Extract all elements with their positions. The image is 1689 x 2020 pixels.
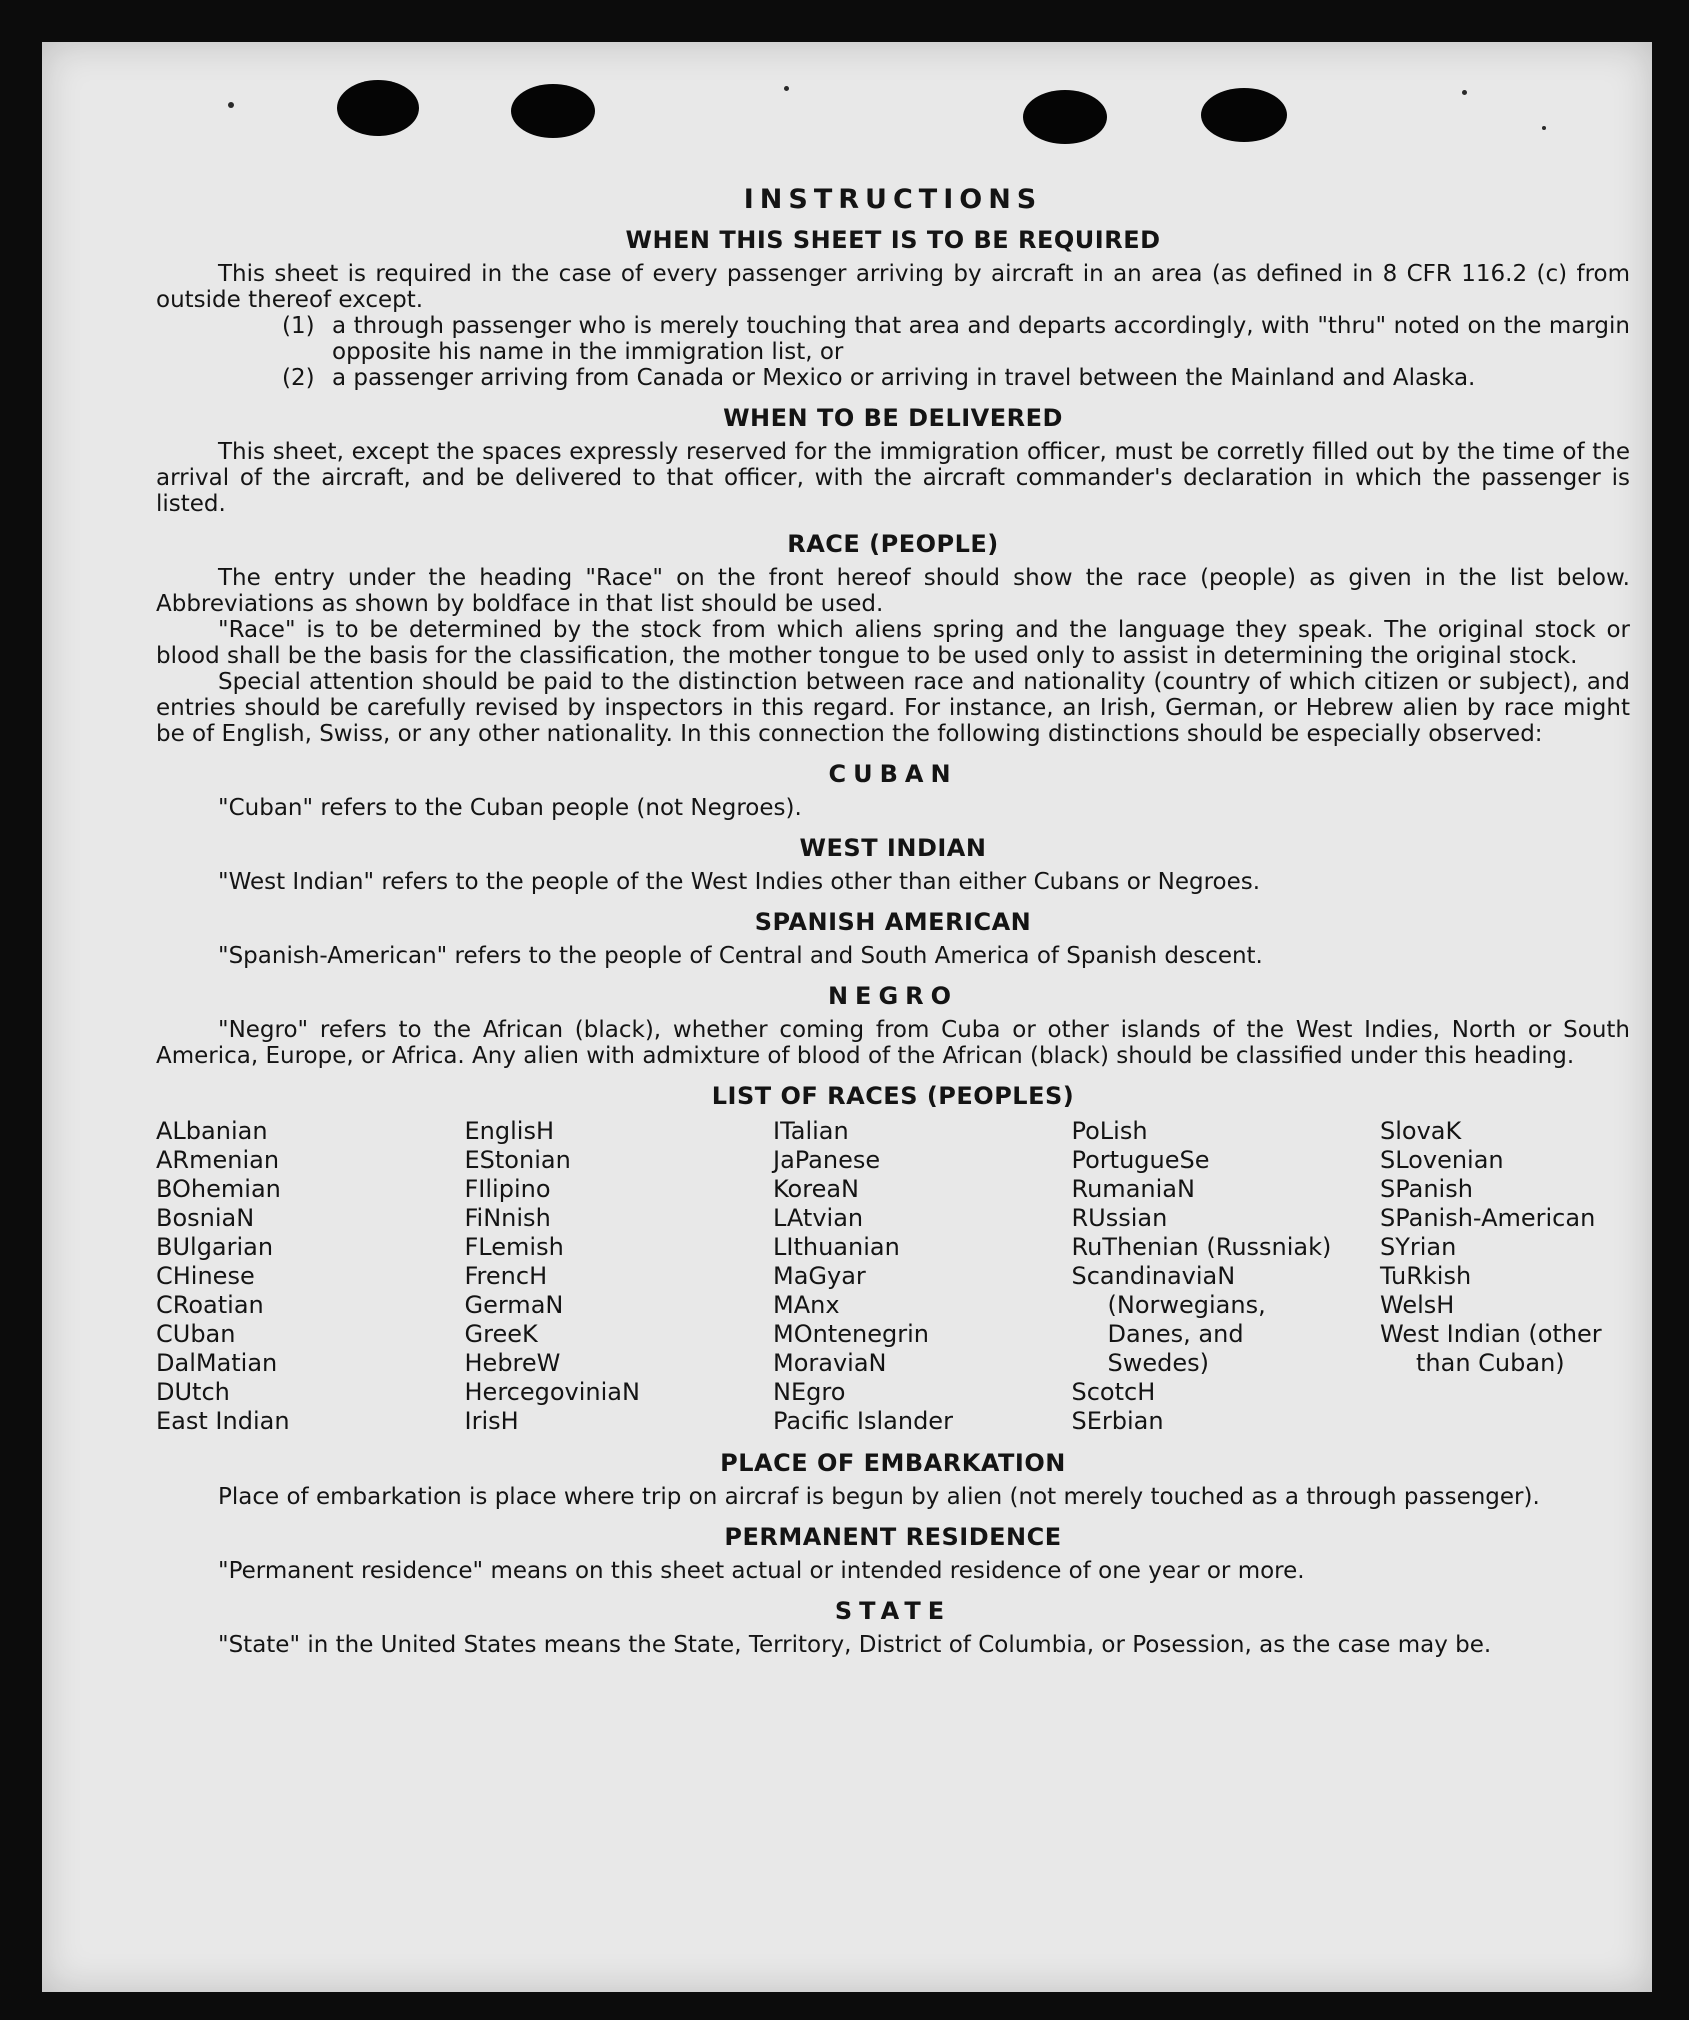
race-entry: ScandinaviaN: [1071, 1262, 1236, 1290]
race-entry: LAtvian: [773, 1204, 864, 1232]
section-heading: RACE (PEOPLE): [787, 530, 999, 558]
race-entry: IrisH: [464, 1407, 519, 1435]
race-entry: GreeK: [464, 1320, 538, 1348]
race-entry: SErbian: [1071, 1407, 1164, 1435]
section-heading: NEGRO: [827, 982, 959, 1010]
list-item: [282, 365, 1630, 391]
race-entry: SPanish: [1380, 1175, 1473, 1203]
race-entry: East Indian: [156, 1407, 290, 1435]
punch-hole: [337, 80, 419, 136]
section-heading: WHEN TO BE DELIVERED: [723, 404, 1063, 432]
race-entry: Pacific Islander: [773, 1407, 953, 1435]
punch-hole: [1023, 90, 1107, 144]
item-number: (2): [282, 365, 315, 391]
paragraph: This sheet, except the spaces expressly reserved for the immigration officer, must be corretly filled out by the time of the arrival of the aircraft, and be delivered to that officer, with the aircraft commander's declaration in which the passenger is listed.: [156, 439, 1630, 517]
section-heading: WHEN THIS SHEET IS TO BE REQUIRED: [625, 226, 1161, 254]
race-entry: SlovaK: [1380, 1117, 1462, 1145]
race-entry: CHinese: [156, 1262, 255, 1290]
race-entry: FrencH: [464, 1262, 548, 1290]
race-entry: CUban: [156, 1320, 236, 1348]
paragraph: Place of embarkation is place where trip on aircraf is begun by alien (not merely touched as a through passenger).: [218, 1484, 1540, 1510]
race-entry: SLovenian: [1380, 1146, 1504, 1174]
list-item: [282, 313, 1630, 365]
section-heading: SPANISH AMERICAN: [754, 908, 1032, 936]
race-entry: SYrian: [1380, 1233, 1457, 1261]
item-text: a passenger arriving from Canada or Mexico or arriving in travel between the Mainland and Alaska.: [332, 365, 1476, 391]
paragraph: "Cuban" refers to the Cuban people (not Negroes).: [218, 795, 802, 821]
section-heading: CUBAN: [828, 760, 958, 788]
paragraph: "State" in the United States means the State, Territory, District of Columbia, or Posession, as the case may be.: [218, 1632, 1492, 1658]
section-heading: LIST OF RACES (PEOPLES): [711, 1082, 1075, 1110]
race-entry: West Indian (other: [1380, 1320, 1602, 1348]
section-heading: PERMANENT RESIDENCE: [724, 1523, 1062, 1551]
paragraph: The entry under the heading "Race" on the front hereof should show the race (people) as given in the list below. Abbreviations as shown by boldface in that list should be used.: [156, 565, 1630, 617]
race-entry: Swedes): [1107, 1349, 1209, 1377]
paragraph: "Spanish-American" refers to the people of Central and South America of Spanish descent.: [218, 943, 1263, 969]
document-body: [156, 184, 1630, 1658]
item-number: (1): [282, 313, 315, 339]
races-column: [773, 1117, 1063, 1436]
section-heading: PLACE OF EMBARKATION: [720, 1449, 1066, 1477]
races-column: [156, 1117, 456, 1436]
race-entry: FiNnish: [464, 1204, 551, 1232]
race-entry: BosniaN: [156, 1204, 255, 1232]
speck: [228, 102, 234, 108]
race-entry: Danes, and: [1107, 1320, 1244, 1348]
race-entry: PortugueSe: [1071, 1146, 1210, 1174]
race-entry: DalMatian: [156, 1349, 278, 1377]
race-entry: WelsH: [1380, 1291, 1455, 1319]
speck: [1542, 126, 1546, 130]
race-entry: HebreW: [464, 1349, 561, 1377]
race-entry: DUtch: [156, 1378, 230, 1406]
race-entry: FLemish: [464, 1233, 564, 1261]
race-entry: EnglisH: [464, 1117, 554, 1145]
paragraph: "Race" is to be determined by the stock from which aliens spring and the language they speak. The original stock or blood shall be the basis for the classification, the mother tongue to be used only to assist in determining the original stock.: [156, 617, 1630, 669]
race-entry: MoraviaN: [773, 1349, 887, 1377]
race-entry: ScotcH: [1071, 1378, 1156, 1406]
race-entry: MaGyar: [773, 1262, 866, 1290]
race-entry: ARmenian: [156, 1146, 280, 1174]
paragraph: This sheet is required in the case of every passenger arriving by aircraft in an area (as defined in 8 CFR 116.2 (c) from outside thereof except.: [156, 261, 1630, 313]
document-sheet: [42, 42, 1652, 1992]
race-entry: EStonian: [464, 1146, 571, 1174]
paragraph: Special attention should be paid to the distinction between race and nationality (country of which citizen or subject), and entries should be carefully revised by inspectors in this regard. For instance, an Irish, German, or Hebrew alien by race might be of English, Swiss, or any other nationality. In this connection the following distinctions should be especially observed:: [156, 669, 1630, 747]
races-list: [156, 1117, 1630, 1436]
speck: [1462, 90, 1467, 95]
paragraph: "Permanent residence" means on this sheet actual or intended residence of one year or more.: [218, 1558, 1305, 1584]
race-entry: KoreaN: [773, 1175, 859, 1203]
race-entry: FIlipino: [464, 1175, 551, 1203]
section-heading: WEST INDIAN: [799, 834, 987, 862]
race-entry: TuRkish: [1380, 1262, 1472, 1290]
speck: [784, 86, 789, 91]
race-entry: NEgro: [773, 1378, 846, 1406]
paragraph: "West Indian" refers to the people of the West Indies other than either Cubans or Negroes.: [218, 869, 1261, 895]
race-entry: BOhemian: [156, 1175, 281, 1203]
document-title: INSTRUCTIONS: [743, 184, 1043, 215]
race-entry: LIthuanian: [773, 1233, 900, 1261]
race-entry: MAnx: [773, 1291, 840, 1319]
item-text: a through passenger who is merely touching that area and departs accordingly, with "thru" noted on the margin opposite his name in the immigration list, or: [332, 313, 1630, 365]
race-entry: CRoatian: [156, 1291, 264, 1319]
race-entry: PoLish: [1071, 1117, 1148, 1145]
race-entry: SPanish-American: [1380, 1204, 1596, 1232]
races-column: [1072, 1117, 1372, 1436]
race-entry: BUlgarian: [156, 1233, 274, 1261]
races-column: [465, 1117, 765, 1436]
punch-hole: [1201, 88, 1287, 142]
race-entry: RumaniaN: [1071, 1175, 1195, 1203]
race-entry: RuThenian (Russniak): [1071, 1233, 1332, 1261]
race-entry: RUssian: [1071, 1204, 1168, 1232]
races-column: [1380, 1117, 1630, 1436]
race-entry: (Norwegians,: [1107, 1291, 1266, 1319]
paragraph: "Negro" refers to the African (black), whether coming from Cuba or other islands of the West Indies, North or South America, Europe, or Africa. Any alien with admixture of blood of the African (black) should be classified under this heading.: [156, 1017, 1630, 1069]
race-entry: HercegoviniaN: [464, 1378, 640, 1406]
race-entry: JaPanese: [773, 1146, 881, 1174]
race-entry: ALbanian: [156, 1117, 268, 1145]
race-entry: MOntenegrin: [773, 1320, 929, 1348]
section-heading: STATE: [834, 1597, 952, 1625]
punch-hole: [511, 84, 595, 138]
race-entry: than Cuban): [1416, 1349, 1565, 1377]
race-entry: ITalian: [773, 1117, 849, 1145]
race-entry: GermaN: [464, 1291, 564, 1319]
